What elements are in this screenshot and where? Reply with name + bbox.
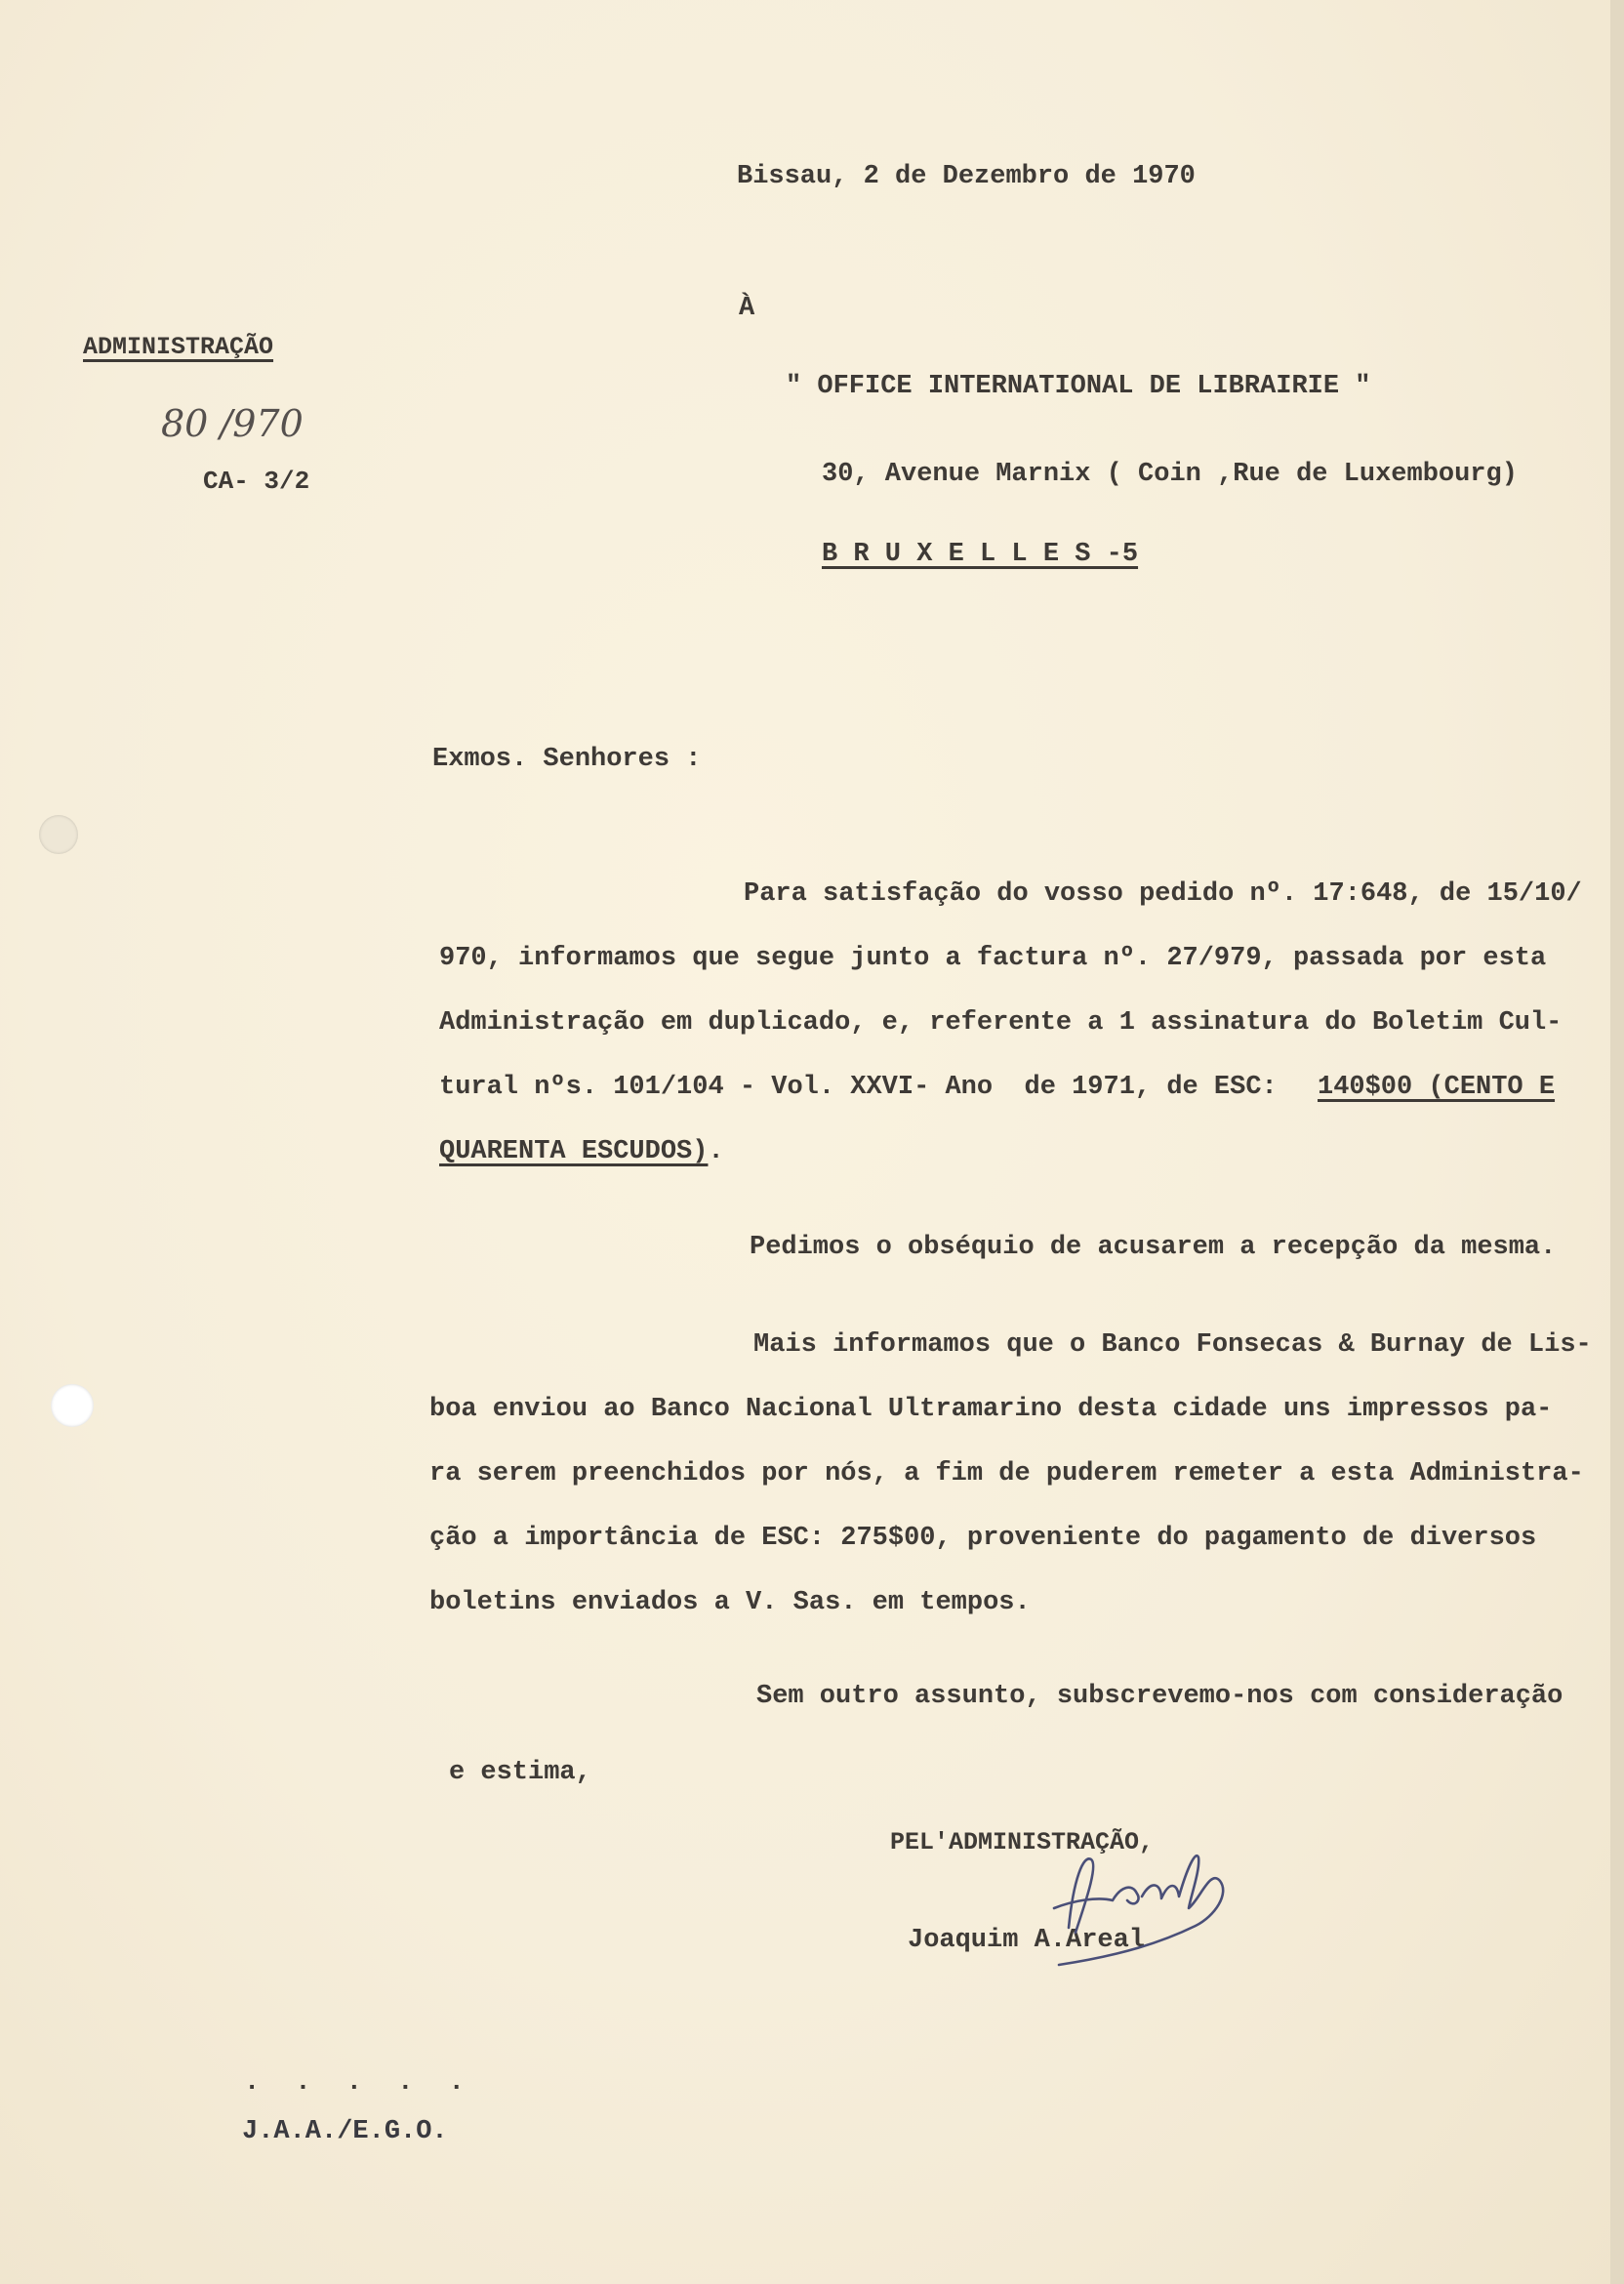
greeting: Exmos. Senhores :	[432, 745, 702, 774]
closing-line: e estima,	[449, 1758, 591, 1787]
amount-in-words-line	[439, 1136, 724, 1167]
paragraph3-line: boletins enviados a V. Sas. em tempos.	[429, 1588, 1031, 1617]
paragraph1-end: .	[708, 1137, 724, 1166]
signature-name: Joaquim A.Areal	[908, 1926, 1146, 1955]
recipient-city: B R U X E L L E S -5	[822, 540, 1139, 569]
salutation-prefix: À	[739, 294, 755, 323]
paragraph2: Pedimos o obséquio de acusarem a recepção da mesma.	[750, 1233, 1557, 1262]
reference-number: 80 /970	[161, 402, 304, 445]
footer-dots: . . . . .	[244, 2068, 474, 2098]
paragraph3-line: ra serem preenchidos por nós, a fim de puderem remeter a esta Administra-	[429, 1459, 1584, 1489]
paragraph1-line: Para satisfação do vosso pedido nº. 17:648, de 15/10/	[744, 879, 1582, 909]
handwritten-signature	[1015, 1840, 1239, 1977]
amount-in-words-part1: 140$00 (CENTO E	[1318, 1073, 1556, 1102]
department-heading: ADMINISTRAÇÃO	[83, 333, 274, 361]
paragraph1-line: tural nºs. 101/104 - Vol. XXVI- Ano de 1971, de ESC:	[439, 1073, 1278, 1102]
paragraph3-line: ção a importância de ESC: 275$00, proveniente do pagamento de diversos	[429, 1524, 1537, 1553]
signature-org: PEL'ADMINISTRAÇÃO,	[890, 1828, 1155, 1856]
paragraph3-line: boa enviou ao Banco Nacional Ultramarino desta cidade uns impressos pa-	[429, 1395, 1553, 1424]
file-code: CA- 3/2	[203, 467, 310, 496]
paragraph1-line: Administração em duplicado, e, referente a 1 assinatura do Boletim Cul-	[439, 1008, 1563, 1038]
letter-date: Bissau, 2 de Dezembro de 1970	[737, 162, 1196, 191]
footer-initials: J.A.A./E.G.O.	[242, 2117, 448, 2146]
punch-hole-top	[39, 815, 78, 854]
recipient-name: " OFFICE INTERNATIONAL DE LIBRAIRIE "	[786, 372, 1371, 401]
amount-in-words-part2: QUARENTA ESCUDOS)	[439, 1137, 709, 1166]
paragraph1-line: 970, informamos que segue junto a factura nº. 27/979, passada por esta	[439, 944, 1547, 973]
punch-hole-bottom	[51, 1384, 94, 1427]
paragraph3-line: Mais informamos que o Banco Fonsecas & Burnay de Lis-	[753, 1330, 1592, 1360]
recipient-address: 30, Avenue Marnix ( Coin ,Rue de Luxembourg)	[822, 460, 1518, 489]
closing-line: Sem outro assunto, subscrevemo-nos com consideração	[756, 1682, 1563, 1711]
